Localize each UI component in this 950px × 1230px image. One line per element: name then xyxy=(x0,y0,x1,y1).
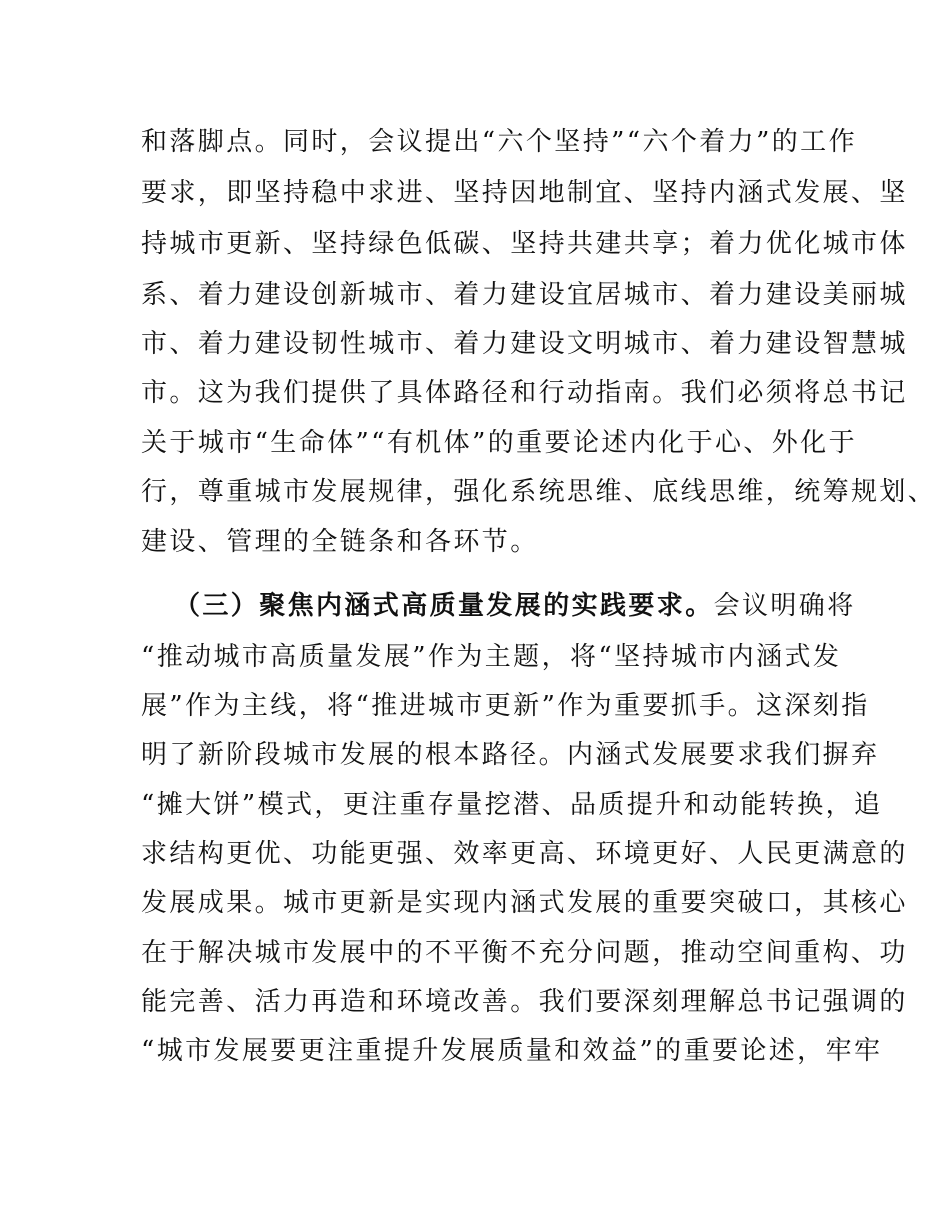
paragraph-1-line-4: 系、着力建设创新城市、着力建设宜居城市、着力建设美丽城 xyxy=(141,280,908,310)
paragraph-2-line-9: “城市发展要更注重提升发展质量和效益”的重要论述，牢牢 xyxy=(141,1036,883,1066)
paragraph-1-line-5: 市、着力建设韧性城市、着力建设文明城市、着力建设智慧城 xyxy=(141,329,908,359)
paragraph-2-line-5: 求结构更优、功能更强、效率更高、环境更好、人民更满意的 xyxy=(141,839,908,869)
paragraph-2-line-4: “摊大饼”模式，更注重存量挖潜、品质提升和动能转换，追 xyxy=(141,790,883,820)
paragraph-2-line-6: 发展成果。城市更新是实现内涵式发展的重要突破口，其核心 xyxy=(141,888,908,918)
paragraph-2-line-3: 明了新阶段城市发展的根本路径。内涵式发展要求我们摒弃 xyxy=(141,740,880,770)
section-heading-line xyxy=(174,586,874,626)
paragraph-1-line-8: 行，尊重城市发展规律，强化系统思维、底线思维，统筹规划、 xyxy=(141,477,937,507)
section-heading: （三）聚焦内涵式高质量发展的实践要求。 xyxy=(174,591,714,621)
paragraph-1-line-7: 关于城市“生命体”“有机体”的重要论述内化于心、外化于 xyxy=(141,428,857,458)
paragraph-1-line-3: 持城市更新、坚持绿色低碳、坚持共建共享；着力优化城市体 xyxy=(141,229,908,259)
paragraph-1-line-9: 建设、管理的全链条和各环节。 xyxy=(141,527,539,557)
paragraph-2-line-1: “推动城市高质量发展”作为主题，将“坚持城市内涵式发 xyxy=(141,642,842,672)
paragraph-2-line-7: 在于解决城市发展中的不平衡不充分问题，推动空间重构、功 xyxy=(141,938,908,968)
paragraph-2-line-2: 展”作为主线，将“推进城市更新”作为重要抓手。这深刻指 xyxy=(141,691,870,721)
section-heading-continuation: 会议明确将 xyxy=(713,591,856,621)
paragraph-1-line-1: 和落脚点。同时，会议提出“六个坚持”“六个着力”的工作 xyxy=(141,127,857,157)
paragraph-1-line-2: 要求，即坚持稳中求进、坚持因地制宜、坚持内涵式发展、坚 xyxy=(141,178,908,208)
paragraph-2-line-8: 能完善、活力再造和环境改善。我们要深刻理解总书记强调的 xyxy=(141,987,908,1017)
paragraph-1-line-6: 市。这为我们提供了具体路径和行动指南。我们必须将总书记 xyxy=(141,378,908,408)
